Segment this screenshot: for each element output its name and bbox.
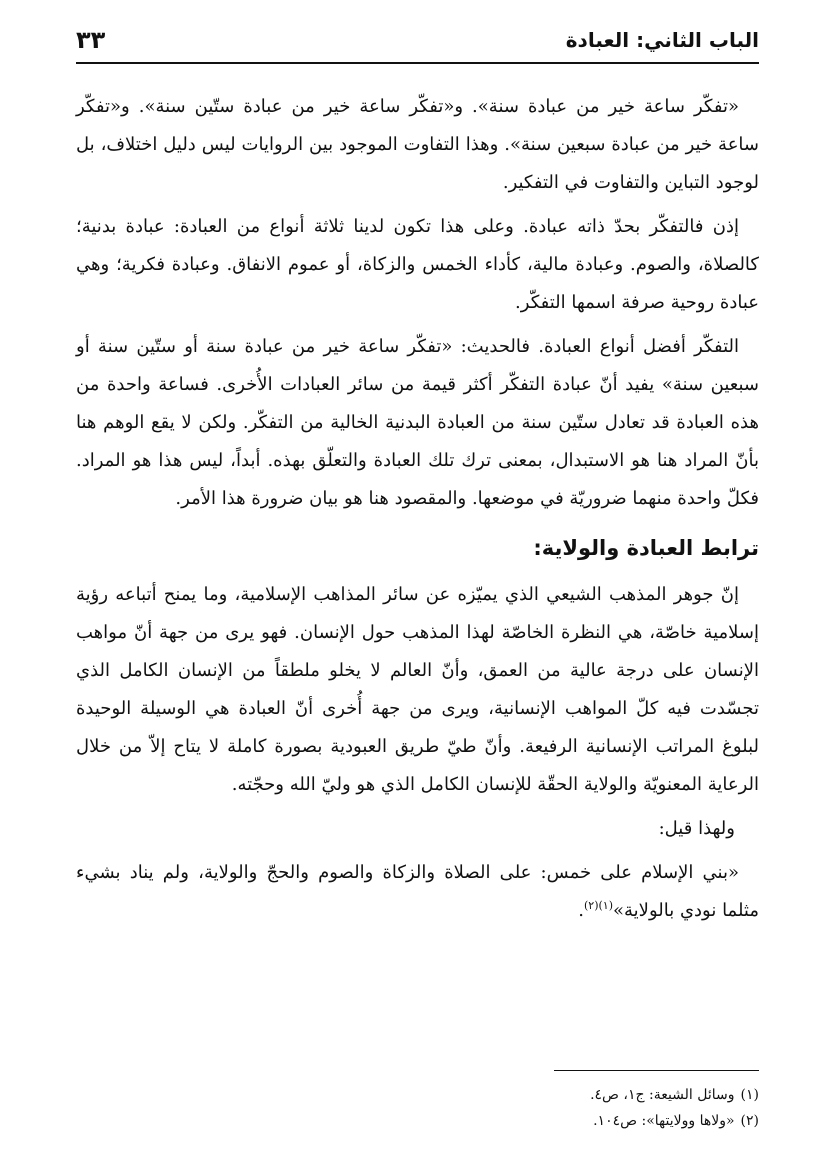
running-header [76, 22, 759, 58]
footnote-1 [76, 1082, 759, 1108]
footnote-text: «ولاها وولايتها»: ص١٠٤. [593, 1113, 735, 1129]
section-heading: ترابط العبادة والولاية: [533, 536, 759, 560]
quote-end: . [578, 900, 584, 921]
paragraph-2: إذن فالتفكّر بحدّ ذاته عبادة. وعلى هذا تكون لدينا ثلاثة أنواع من العبادة: عبادة بدنية؛ كالصلاة، والصوم. وعبادة مالية، كأداء الخمس والزكاة، أو عموم الانفاق. وعبادة فكرية؛ وهي عبادة روحية صرفة اسمها التفكّر. [76, 216, 759, 313]
body-text [76, 88, 759, 936]
footnote-number: (٢) [740, 1113, 759, 1129]
footnotes [76, 1082, 759, 1134]
paragraph-4: إنّ جوهر المذهب الشيعي الذي يميّزه عن سائر المذاهب الإسلامية، وما يمنح أتباعه رؤية إسلامية خاصّة، هي النظرة الخاصّة لهذا المذهب حول الإنسان. فهو يرى من جهة أنّ مواهب الإنسان على درجة عالية من العمق، وأنّ العالم لا يخلو ملطقاً من الإنسان الكامل الذي تجسّدت فيه كلّ المواهب الإنسانية، ويرى من جهة أُخرى أنّ العبادة هي الوسيلة الوحيدة لبلوغ المراتب الإنسانية الرفيعة. وأنّ طيّ طريق العبودية بصورة كاملة لا يتاح إلاّ من خلال الرعاية المعنويّة والولاية الحقّة للإنسان الكامل الذي هو وليّ الله وحجّته. [76, 584, 759, 795]
quote-text: «بني الإسلام على خمس: على الصلاة والزكاة والصوم والحجّ والولاية، ولم يناد بشيء مثلما نودي بالولاية» [76, 862, 759, 921]
paragraph-6-quote [76, 854, 759, 930]
header-rule [76, 62, 759, 64]
footnote-refs: (١)(٢) [583, 899, 613, 912]
paragraph-3: التفكّر أفضل أنواع العبادة. فالحديث: «تفكّر ساعة خير من عبادة سنة أو ستّين سنة أو سبعين سنة» يفيد أنّ عبادة التفكّر أكثر قيمة من سائر العبادات الأُخرى. فساعة واحدة من هذه العبادة قد تعادل ستّين سنة من العبادة البدنية الخالية من التفكّر. ولكن لا يقع الوهم هنا بأنّ المراد هنا هو الاستبدال، بمعنى ترك تلك العبادة والتعلّق بهذه. أبداً، ليس هذا هو المراد. فكلّ واحدة منهما ضروريّة في موضعها. والمقصود هنا هو بيان ضرورة هذا الأمر. [76, 336, 759, 509]
paragraph-1: «تفكّر ساعة خير من عبادة سنة». و«تفكّر ساعة خير من عبادة ستّين سنة». و«تفكّر ساعة خير من عبادة سبعين سنة». وهذا التفاوت الموجود بين الروايات ليس دليل اختلاف، بل لوجود التباين والتفاوت في التفكير. [76, 96, 759, 193]
footnote-text: وسائل الشيعة: ج١، ص٤. [590, 1087, 735, 1103]
paragraph-5: ولهذا قيل: [658, 818, 735, 839]
page-number: ٣٣ [76, 26, 106, 54]
footnote-2 [76, 1108, 759, 1134]
chapter-title: الباب الثاني: العبادة [565, 28, 759, 52]
footnote-number: (١) [740, 1087, 759, 1103]
footnote-rule [554, 1070, 759, 1071]
